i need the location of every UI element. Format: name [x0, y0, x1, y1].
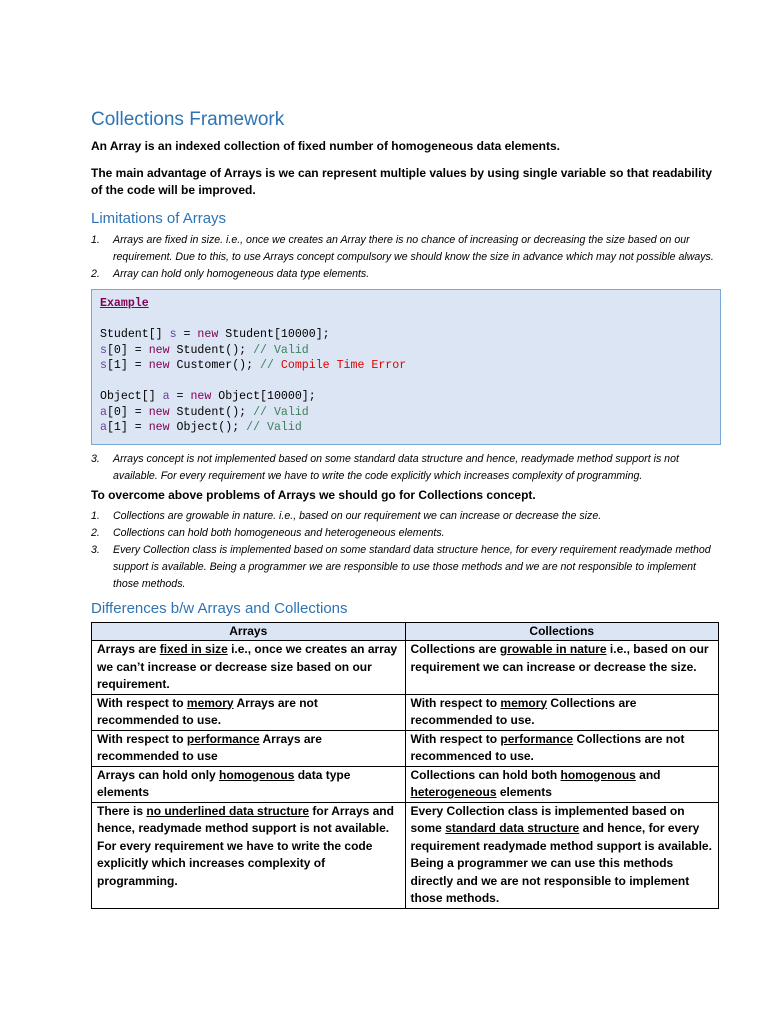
table-cell: With respect to memory Collections are recommended to use. [405, 694, 719, 730]
table-header-row [92, 622, 719, 641]
code-example-box [91, 289, 721, 445]
table-row [92, 766, 719, 802]
table-row [92, 802, 719, 908]
code-line: Object[] a = new Object[10000]; [100, 390, 316, 403]
table-cell: With respect to performance Arrays are recommended to use [92, 730, 406, 766]
table-cell: With respect to memory Arrays are not recommended to use. [92, 694, 406, 730]
code-line: a[0] = new Student(); // Valid [100, 405, 309, 419]
limitations-heading: Limitations of Arrays [91, 210, 227, 227]
list-item: 3. Every Collection class is implemented based on some standard data structure hence, for every requirement readymade method support is available. Being a programmer we are responsible to use those methods and we are not responsible to implement those methods. [91, 543, 711, 590]
list-item: 1. Arrays are fixed in size. i.e., once we creates an Array there is no chance of increasing or decreasing the size based on our requirement. Due to this, to use Arrays concept compulsory we should know the size in advance which may not possible always. [91, 234, 714, 263]
limitations-list-continued [91, 451, 721, 485]
table-cell: With respect to performance Collections are not recommenced to use. [405, 730, 719, 766]
page-title: Collections Framework [91, 109, 285, 130]
code-line: s[1] = new Customer(); // Compile Time Error [100, 359, 407, 372]
table-cell: Arrays are fixed in size i.e., once we creates an array we can’t increase or decrease size based on our requirement. [92, 641, 406, 695]
document-page [91, 108, 721, 909]
column-header: Arrays [92, 622, 406, 641]
limitations-list [91, 232, 721, 283]
table-cell: There is no underlined data structure for Arrays and hence, readymade method support is not available. For every requirement we have to write the code explicitly which increases complexity of programming. [92, 802, 406, 908]
table-cell: Collections are growable in nature i.e., based on our requirement we can increase or decrease the size. [405, 641, 719, 695]
collections-advantages-list [91, 508, 721, 593]
intro-paragraph-2: The main advantage of Arrays is we can represent multiple values by using single variable so that readability of the code will be improved. [91, 166, 713, 197]
overcome-paragraph: To overcome above problems of Arrays we should go for Collections concept. [91, 487, 536, 502]
table-row [92, 730, 719, 766]
list-item: 2. Array can hold only homogeneous data type elements. [91, 268, 370, 280]
code-line: Student[] s = new Student[10000]; [100, 328, 330, 341]
code-line: s[0] = new Student(); // Valid [100, 343, 309, 357]
differences-table [91, 622, 719, 909]
list-item: 2. Collections can hold both homogeneous and heterogeneous elements. [91, 526, 445, 539]
list-item: 1. Collections are growable in nature. i.e., based on our requirement we can increase or decrease the size. [91, 509, 602, 522]
column-header: Collections [405, 622, 719, 641]
list-item: 3. Arrays concept is not implemented based on some standard data structure and hence, readymade method support is not available. For every requirement we have to write the code explicitly which increases complexity of programming. [91, 452, 679, 482]
code-line: a[1] = new Object(); // Valid [100, 421, 302, 434]
table-cell: Arrays can hold only homogenous data type elements [92, 766, 406, 802]
code-example-label: Example [100, 297, 149, 310]
differences-heading: Differences b/w Arrays and Collections [91, 599, 348, 617]
table-row [92, 694, 719, 730]
table-row [92, 641, 719, 695]
table-cell: Every Collection class is implemented based on some standard data structure and hence, for every requirement readymade method support is available. Being a programmer we can use this methods directly and we are not responsible to implement those methods. [405, 802, 719, 908]
table-cell: Collections can hold both homogenous and heterogeneous elements [405, 766, 719, 802]
intro-paragraph-1: An Array is an indexed collection of fixed number of homogeneous data elements. [91, 139, 560, 153]
